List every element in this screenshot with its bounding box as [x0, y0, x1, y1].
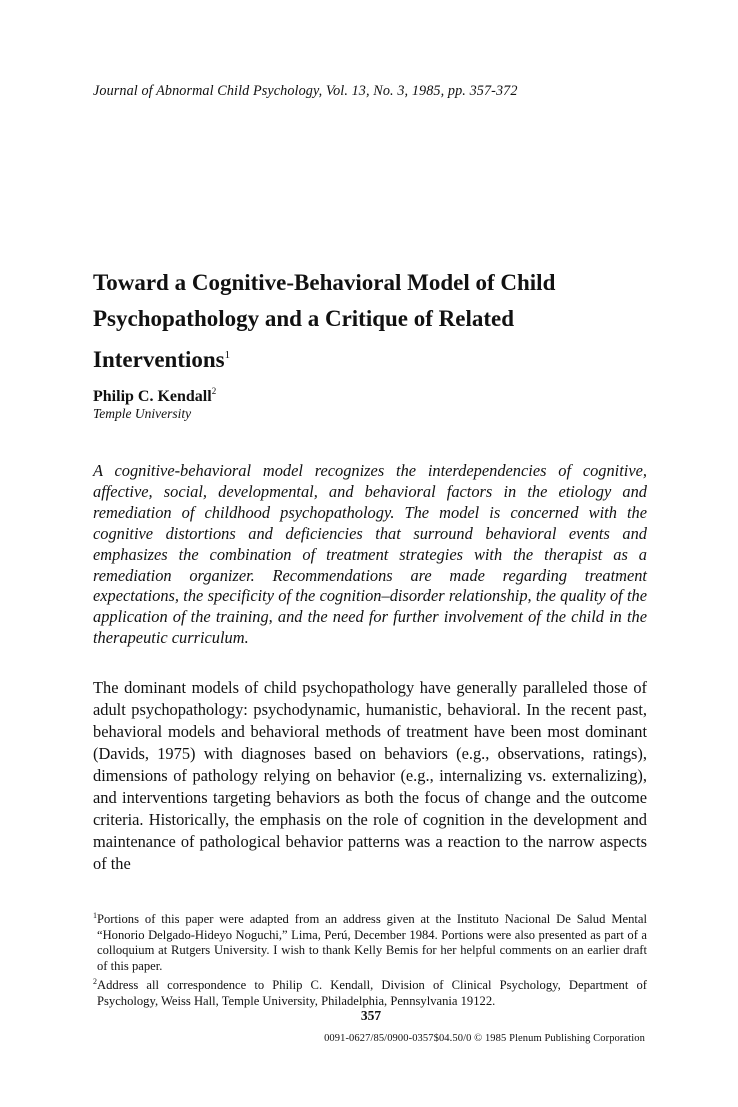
- footnote-1: [93, 908, 647, 974]
- author-footnote-mark: 2: [211, 386, 217, 396]
- article-title: [93, 265, 653, 378]
- author-name: [93, 386, 216, 406]
- page-number: 357: [360, 1008, 382, 1023]
- footnotes: [93, 908, 647, 1010]
- title-footnote-mark: 1: [224, 349, 231, 361]
- body-paragraph: The dominant models of child psychopathology have generally paralleled those of adult psychopathology: psychodynamic, humanistic, behavioral. In the recent past, behavioral models and behavioral methods of treatment have been most dominant (Davids, 1975) with diagnoses based on behaviors (e.g., observations, ratings), dimensions of pathology relying on behavior (e.g., internalizing vs. externalizing), and interventions targeting behaviors as both the focus of change and the outcome criteria. Historically, the emphasis on the role of cognition in the development and maintenance of pathological behavior patterns was a reaction to the narrow aspects of the: [93, 678, 647, 873]
- footnote-1-mark: 1: [93, 911, 97, 920]
- footnote-2-mark: 2: [93, 977, 97, 987]
- publisher-code: 0091-0627/85/0900-0357$04.50/0 © 1985 Plenum Publishing Corporation: [324, 1033, 645, 1044]
- author-name-text: Philip C. Kendall: [93, 388, 212, 405]
- journal-citation: Journal of Abnormal Child Psychology, Vol. 13, No. 3, 1985, pp. 357-372: [93, 83, 518, 99]
- footnote-2-text: Address all correspondence to Philip C. Kendall, Division of Clinical Psychology, Department of Psychology, Weiss Hall, Temple University, Philadelphia, Pennsylvania 19122.: [97, 978, 647, 1008]
- abstract: A cognitive-behavioral model recognizes the interdependencies of cognitive, affective, social, developmental, and behavioral factors in the etiology and remediation of childhood psychopathology. The model is concerned with the cognitive distortions and deficiencies that surround behavioral events and emphasizes the combination of treatment strategies with the therapist as a remediation organizer. Recommendations are made regarding treatment expectations, the specificity of the cognition–disorder relationship, the quality of the application of the training, and the need for further involvement of the child in the therapeutic curriculum.: [93, 461, 647, 648]
- footnote-1-text: Portions of this paper were adapted from an address given at the Instituto Nacional De Salud Mental “Honorio Delgado-Hideyo Noguchi,” Lima, Perú, December 1984. Portions were also presented as part of a colloquium at Rutgers University. I wish to thank Kelly Bemis for her helpful comments on an earlier draft of this paper.: [97, 912, 647, 973]
- article-title-text: Toward a Cognitive-Behavioral Model of Child Psychopathology and a Critique of Related Interventions: [93, 270, 556, 372]
- author-affiliation: Temple University: [93, 406, 192, 421]
- footnote-2: [93, 974, 647, 1009]
